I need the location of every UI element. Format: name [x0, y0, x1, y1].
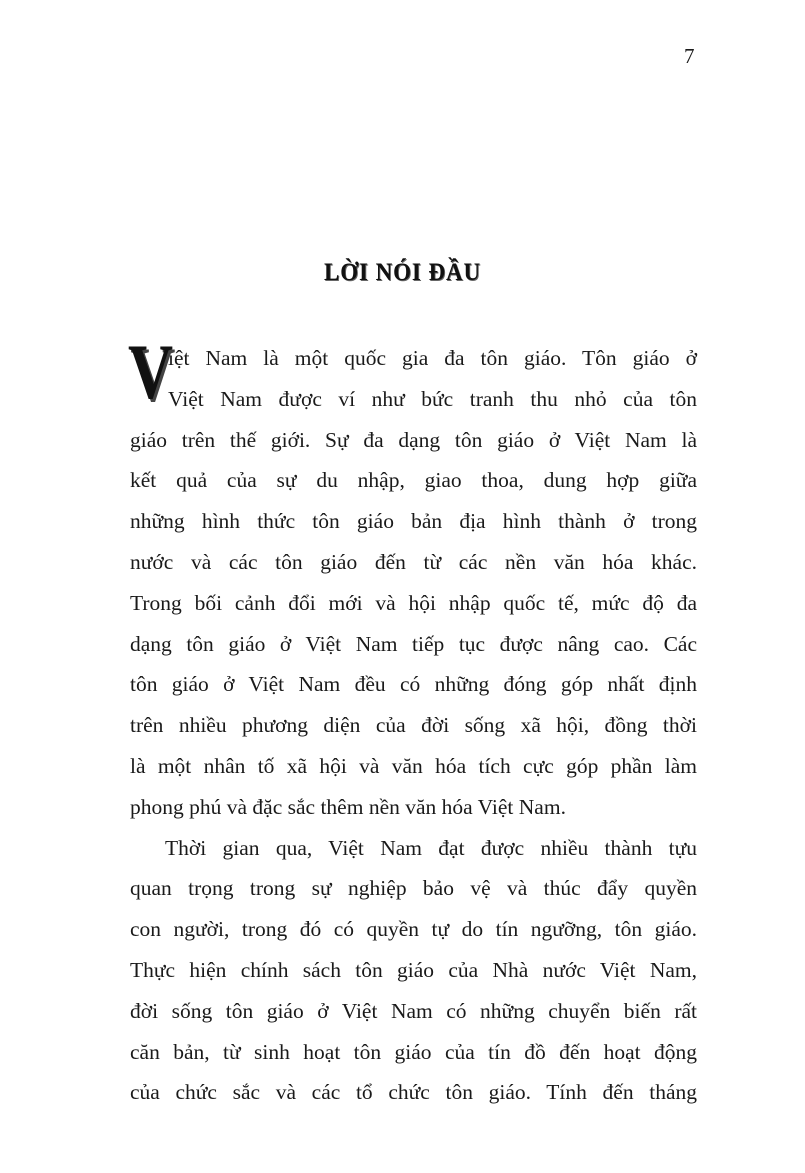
- text-line: dạng tôn giáo ở Việt Nam tiếp tục được nâng cao. Các: [130, 631, 697, 656]
- text-line: trên nhiều phương diện của đời sống xã hội, đồng thời: [130, 713, 697, 738]
- drop-cap: V: [128, 328, 174, 415]
- page-number: 7: [684, 44, 695, 68]
- paragraph-1: [128, 328, 697, 828]
- chapter-title: LỜI NÓI ĐẦU: [323, 259, 482, 286]
- paragraph-2: [130, 828, 697, 1114]
- text-line: quan trọng trong sự nghiệp bảo vệ và thúc đẩy quyền: [130, 876, 697, 901]
- text-line: nước và các tôn giáo đến từ các nền văn hóa khác.: [130, 549, 697, 574]
- text-line: đời sống tôn giáo ở Việt Nam có những chuyển biến rất: [130, 998, 697, 1023]
- text-line: kết quả của sự du nhập, giao thoa, dung hợp giữa: [130, 468, 697, 493]
- text-line: Thời gian qua, Việt Nam đạt được nhiều thành tựu: [165, 835, 697, 860]
- text-line: những hình thức tôn giáo bản địa hình thành ở trong: [130, 509, 697, 534]
- text-line: con người, trong đó có quyền tự do tín ngưỡng, tôn giáo.: [130, 917, 697, 942]
- text-line: iệt Nam là một quốc gia đa tôn giáo. Tôn giáo ở: [168, 346, 697, 370]
- text-line: tôn giáo ở Việt Nam đều có những đóng góp nhất định: [130, 672, 697, 697]
- text-line: phong phú và đặc sắc thêm nền văn hóa Việt Nam.: [130, 794, 566, 819]
- text-line: căn bản, từ sinh hoạt tôn giáo của tín đồ đến hoạt động: [130, 1039, 697, 1064]
- text-line: của chức sắc và các tổ chức tôn giáo. Tính đến tháng: [130, 1080, 697, 1105]
- text-line: là một nhân tố xã hội và văn hóa tích cực góp phần làm: [130, 753, 697, 778]
- text-line: Trong bối cảnh đổi mới và hội nhập quốc tế, mức độ đa: [130, 590, 697, 615]
- text-line: Việt Nam được ví như bức tranh thu nhỏ của tôn: [168, 386, 697, 411]
- text-line: Thực hiện chính sách tôn giáo của Nhà nước Việt Nam,: [130, 957, 697, 982]
- text-line: giáo trên thế giới. Sự đa dạng tôn giáo ở Việt Nam là: [130, 427, 697, 452]
- body-text: [128, 328, 697, 1113]
